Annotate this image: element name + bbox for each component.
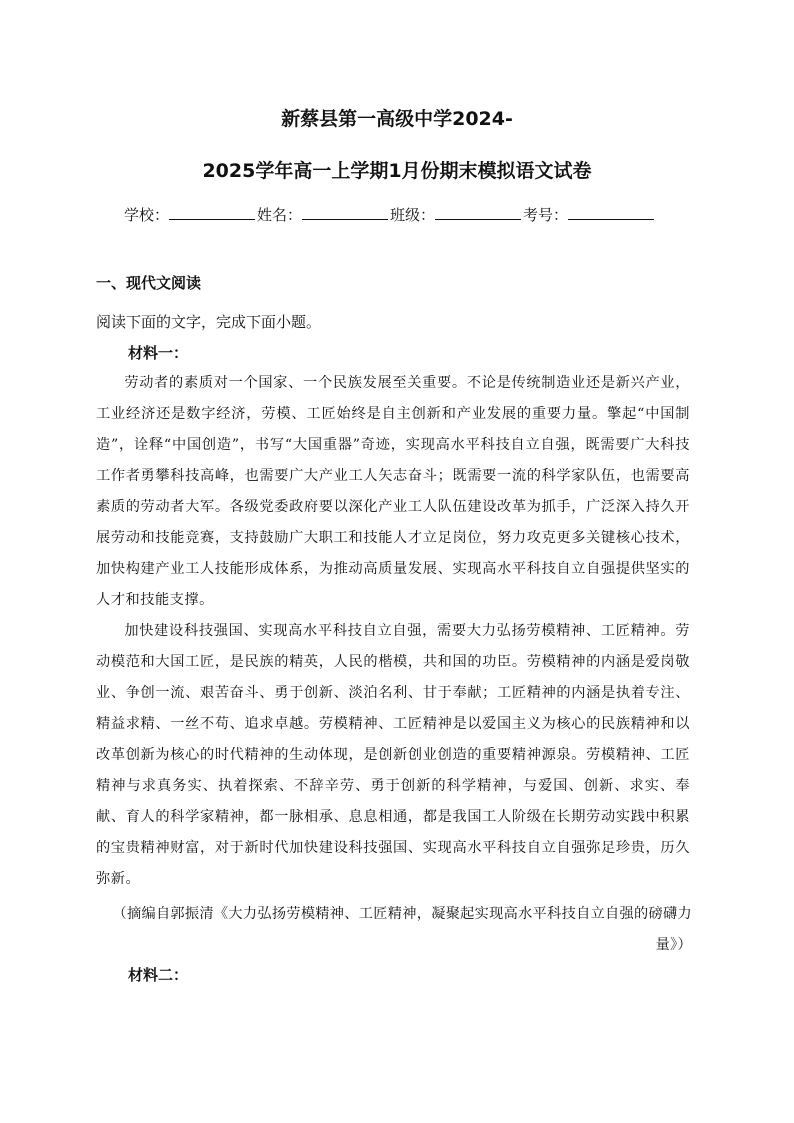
material-one-label: 材料一： [128, 344, 189, 362]
name-label: 姓名： [257, 206, 303, 224]
section-instruction: 阅读下面的文字，完成下面小题。 [96, 313, 322, 331]
exam-number-label: 考号： [523, 206, 569, 224]
exam-title-line-2: 2025学年高一上学期1月份期末模拟语文试卷 [202, 160, 592, 182]
exam-title-line-1: 新蔡县第一高级中学2024- [281, 108, 513, 130]
school-label: 学校： [124, 206, 170, 224]
material-two-label: 材料二： [128, 966, 189, 984]
material-one-paragraph-1: 劳动者的素质对一个国家、一个民族发展至关重要。不论是传统制造业还是新兴产业，工业经济还是数字经济，劳模、工匠始终是自主创新和产业发展的重要力量。擎起“中国制造”，诠释“中国创造”，书写“大国重器”奇迹，实现高水平科技自立自强，既需要广大科技工作者勇攀科技高峰，也需要广大产业工人矢志奋斗；既需要一流的科学家队伍，也需要高素质的劳动者大军。各级党委政府要以深化产业工人队伍建设改革为抓手，广泛深入持久开展劳动和技能竞赛，支持鼓励广大职工和技能人才立足岗位，努力攻克更多关键核心技术，加快构建产业工人技能形成体系，为推动高质量发展、实现高水平科技自立自强提供坚实的人才和技能支撑。 [96, 375, 690, 608]
name-blank[interactable] [302, 205, 388, 220]
exam-number-blank[interactable] [568, 205, 654, 220]
class-label: 班级： [390, 206, 436, 224]
material-one-citation: （摘编自郭振清《大力弘扬劳模精神、工匠精神，凝聚起实现高水平科技自立自强的磅礴力量》） [112, 906, 692, 953]
school-blank[interactable] [169, 205, 255, 220]
material-one-paragraph-2: 加快建设科技强国、实现高水平科技自立自强，需要大力弘扬劳模精神、工匠精神。劳动模范和大国工匠，是民族的精英，人民的楷模，共和国的功臣。劳模精神的内涵是爱岗敬业、争创一流、艰苦奋斗、勇于创新、淡泊名利、甘于奉献；工匠精神的内涵是执着专注、精益求精、一丝不苟、追求卓越。劳模精神、工匠精神是以爱国主义为核心的民族精神和以改革创新为核心的时代精神的生动体现，是创新创业创造的重要精神源泉。劳模精神、工匠精神与求真务实、执着探索、不辞辛劳、勇于创新的科学精神，与爱国、创新、求实、奉献、育人的科学家精神，都一脉相承、息息相通，都是我国工人阶级在长期劳动实践中积累的宝贵精神财富，对于新时代加快建设科技强国、实现高水平科技自立自强弥足珍贵，历久弥新。 [96, 623, 690, 887]
section-heading: 一、现代文阅读 [96, 274, 202, 292]
student-info-row [124, 204, 684, 228]
class-blank[interactable] [435, 205, 521, 220]
